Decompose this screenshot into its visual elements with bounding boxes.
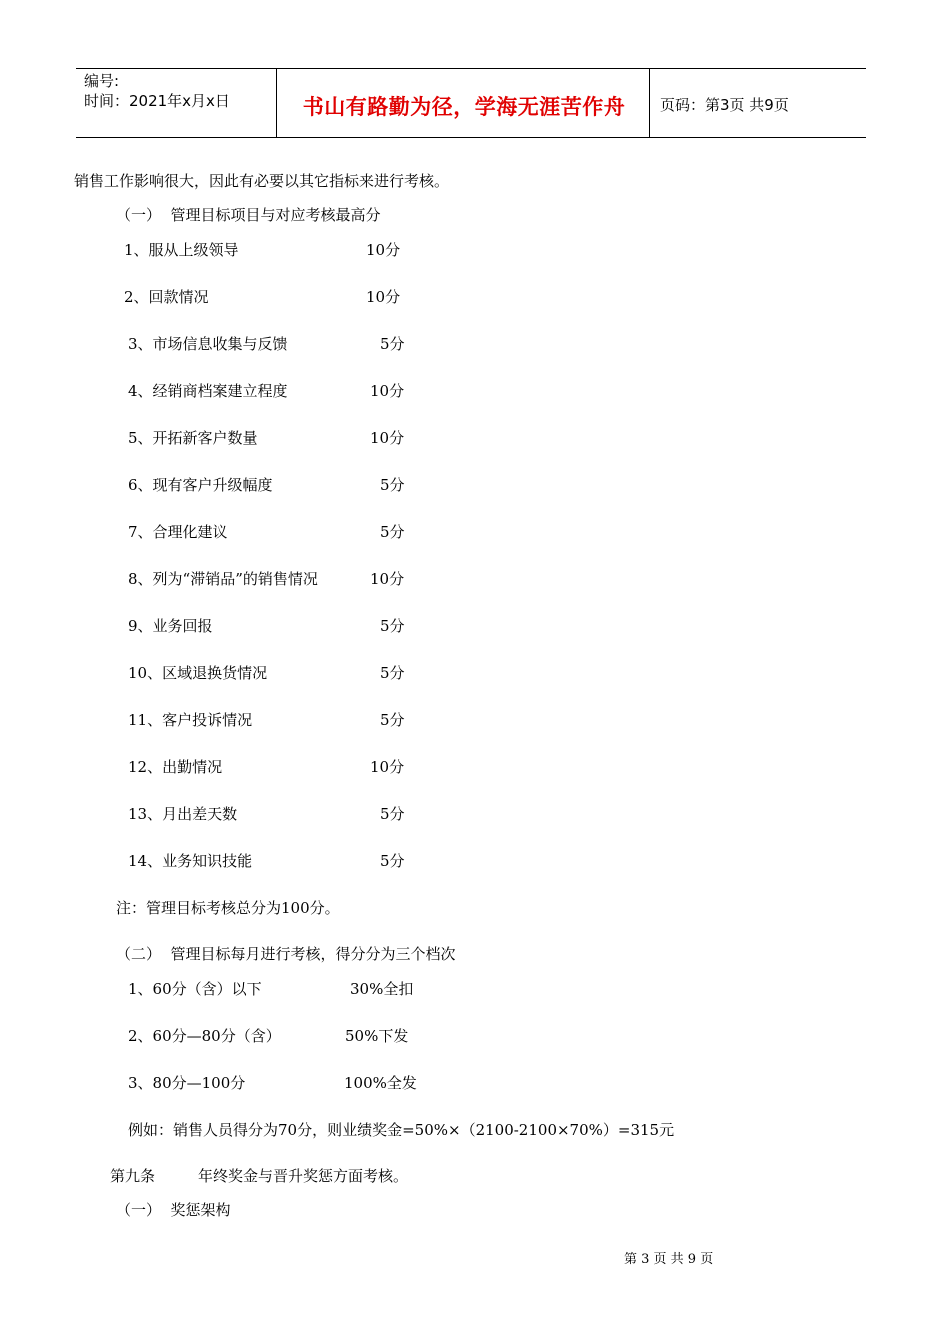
item-score: 10分 bbox=[370, 758, 405, 776]
item-score: 5分 bbox=[380, 805, 405, 823]
tier-value: 50%下发 bbox=[345, 1027, 409, 1045]
item-label: 6、现有客户升级幅度 bbox=[128, 476, 273, 494]
item-label: 1、服从上级领导 bbox=[124, 241, 239, 259]
item-score: 5分 bbox=[380, 335, 405, 353]
item-label: 3、市场信息收集与反馈 bbox=[128, 335, 288, 353]
intro-paragraph: 销售工作影响很大，因此有必要以其它指标来进行考核。 bbox=[74, 172, 450, 190]
item-label: 11、客户投诉情况 bbox=[128, 711, 253, 729]
article-label: 第九条 bbox=[110, 1167, 156, 1185]
tier-label: 3、80分—100分 bbox=[128, 1074, 246, 1092]
item-label: 7、合理化建议 bbox=[128, 523, 228, 541]
item-score: 10分 bbox=[370, 382, 405, 400]
item-label: 12、出勤情况 bbox=[128, 758, 223, 776]
header-page-info: 页码：第3页 共9页 bbox=[660, 96, 789, 114]
item-score: 5分 bbox=[380, 617, 405, 635]
item-label: 8、列为“滞销品”的销售情况 bbox=[128, 570, 318, 588]
header-meta bbox=[84, 71, 230, 111]
item-label: 5、开拓新客户数量 bbox=[128, 429, 258, 447]
item-score: 5分 bbox=[380, 476, 405, 494]
time-label: 时间：2021年x月x日 bbox=[84, 92, 230, 110]
header-divider bbox=[276, 69, 277, 137]
tier-value: 100%全发 bbox=[344, 1074, 417, 1092]
item-score: 5分 bbox=[380, 664, 405, 682]
example-text: 例如：销售人员得分为70分，则业绩奖金=50%×（2100-2100×70%）=315元 bbox=[128, 1121, 675, 1139]
section-title: （二） 管理目标每月进行考核，得分分为三个档次 bbox=[116, 945, 456, 963]
item-label: 13、月出差天数 bbox=[128, 805, 238, 823]
item-label: 10、区域退换货情况 bbox=[128, 664, 268, 682]
item-label: 2、回款情况 bbox=[124, 288, 209, 306]
article-text: 年终奖金与晋升奖惩方面考核。 bbox=[198, 1167, 409, 1185]
item-score: 5分 bbox=[380, 852, 405, 870]
item-label: 4、经销商档案建立程度 bbox=[128, 382, 288, 400]
section-title: （一） 管理目标项目与对应考核最高分 bbox=[116, 206, 381, 224]
note: 注：管理目标考核总分为100分。 bbox=[116, 899, 340, 917]
header-divider bbox=[649, 69, 650, 137]
section-title: （一） 奖惩架构 bbox=[116, 1201, 231, 1219]
item-score: 10分 bbox=[366, 241, 401, 259]
item-score: 10分 bbox=[366, 288, 401, 306]
item-label: 9、业务回报 bbox=[128, 617, 213, 635]
item-label: 14、业务知识技能 bbox=[128, 852, 253, 870]
item-score: 5分 bbox=[380, 711, 405, 729]
tier-label: 1、60分（含）以下 bbox=[128, 980, 262, 998]
item-score: 10分 bbox=[370, 570, 405, 588]
tier-label: 2、60分—80分（含） bbox=[128, 1027, 281, 1045]
item-score: 10分 bbox=[370, 429, 405, 447]
tier-value: 30%全扣 bbox=[350, 980, 414, 998]
header-motto: 书山有路勤为径，学海无涯苦作舟 bbox=[302, 95, 626, 119]
number-label: 编号: bbox=[84, 72, 120, 90]
document-header bbox=[76, 68, 866, 138]
item-score: 5分 bbox=[380, 523, 405, 541]
page-footer: 第 3 页 共 9 页 bbox=[624, 1252, 714, 1267]
